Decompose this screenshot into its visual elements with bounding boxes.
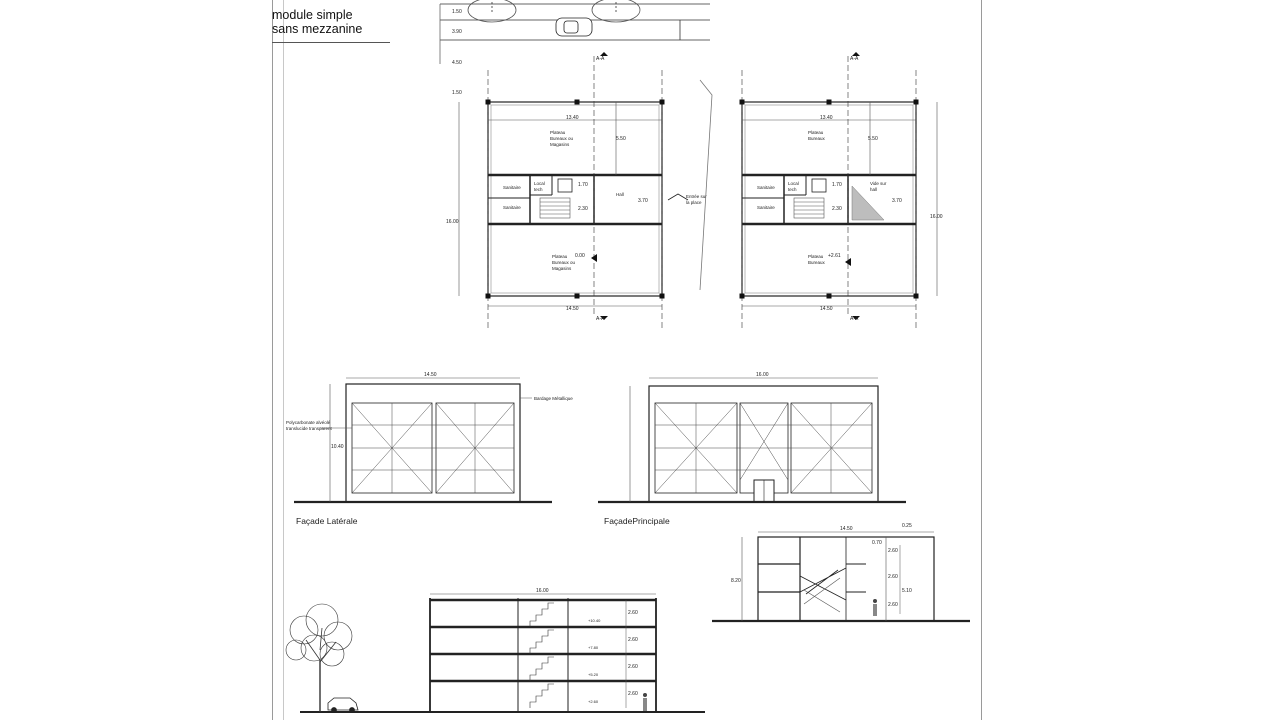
facade-laterale-label: Façade Latérale [296, 516, 358, 526]
site-strip [440, 0, 710, 64]
facade-laterale-annot-left-2: translucide transparent [286, 426, 332, 431]
section-right-dim-extra: 0.25 [902, 523, 912, 529]
plan-left-dim-stair-b: 2.30 [578, 206, 588, 212]
section-bottom-dim-level-1: 2.60 [628, 610, 638, 616]
facade-principale-dim-width: 16.00 [756, 372, 769, 378]
person-silhouette-icon [873, 599, 877, 616]
plan-right-void-1: Vide sur [870, 181, 887, 186]
plan-left-local-1: Local [534, 181, 545, 186]
void-hatch [852, 186, 884, 220]
plan-left-level: 0.00 [575, 253, 585, 259]
plan-right-plateau-lo-1: Plateau [808, 254, 824, 259]
section-right-dim-level-1: 2.60 [888, 548, 898, 554]
plan-right-dim-stair-a: 1.70 [832, 182, 842, 188]
stair-right [794, 198, 824, 218]
site-dim-4: 1.50 [452, 90, 462, 96]
plan-left-sanitaire-1: Sanitaire [503, 185, 521, 190]
plan-left-dim-top: 13.40 [566, 115, 579, 121]
plan-right-sanitaire-1: Sanitaire [757, 185, 775, 190]
plan-right-dim-top: 13.40 [820, 115, 833, 121]
plan-right-plateau-lo-2: Bureaux [808, 260, 825, 265]
person-silhouette-icon [643, 693, 647, 711]
title-line-1: module simple [272, 8, 353, 22]
plan-left-sanitaire-2: Sanitaire [503, 205, 521, 210]
facade-laterale-dim-width: 14.50 [424, 372, 437, 378]
section-right-dim-level-2: 2.60 [888, 574, 898, 580]
section-bottom-dim-level-4: 2.60 [628, 691, 638, 697]
plan-right-plateau-up-1: Plateau [808, 130, 824, 135]
plan-left-dim-upper: 5.50 [616, 136, 626, 142]
section-bottom-level-2: +7.80 [588, 645, 599, 650]
plan-left-entree-2: la place [686, 200, 702, 205]
plan-right-level: +2.61 [828, 253, 841, 259]
plan-right-section-top: A-A [850, 56, 859, 62]
site-dim-1: 1.50 [452, 9, 462, 15]
plan-right-local-2: tech [788, 187, 797, 192]
plan-left-hall: Hall [616, 192, 624, 197]
plan-left-plateau-up-2: Bureaux ou [550, 136, 574, 141]
plan-right-sanitaire-2: Sanitaire [757, 205, 775, 210]
plan-right-plateau-up-2: Bureaux [808, 136, 825, 141]
plan-left-entree-1: Entrée sur [686, 194, 707, 199]
section-right-dim-top: 0.70 [872, 540, 882, 546]
section-bottom-dim-width: 16.00 [536, 588, 549, 594]
plan-right-local-1: Local [788, 181, 799, 186]
facade-laterale-annot-left-1: Polycarbonate alvéolé [286, 420, 331, 425]
section-bottom-dim-level-2: 2.60 [628, 637, 638, 643]
car-top-view-icon [556, 18, 592, 36]
plan-right-dim-void: 3.70 [892, 198, 902, 204]
car-side-icon [328, 698, 358, 713]
plan-left [459, 52, 712, 330]
facade-principale-label: FaçadePrincipale [604, 516, 670, 526]
plan-right-dim-stair-b: 2.30 [832, 206, 842, 212]
facade-principale [598, 378, 906, 502]
plan-left-local-2: tech [534, 187, 543, 192]
section-bottom-dim-level-3: 2.60 [628, 664, 638, 670]
section-right-dim-level-3: 2.60 [888, 602, 898, 608]
site-dim-2: 3.90 [452, 29, 462, 35]
plan-left-plateau-lo-3: Magasins [552, 266, 572, 271]
plan-right-dim-height: 16.00 [930, 214, 943, 220]
plan-left-plateau-up-3: Magasins [550, 142, 570, 147]
site-dim-3: 4.50 [452, 60, 462, 66]
section-right-dim-height: 8.20 [731, 578, 741, 584]
plan-right-dim-upper: 5.50 [868, 136, 878, 142]
section-bottom-level-4: +2.60 [588, 699, 599, 704]
plan-left-dim-bottom: 14.50 [566, 306, 579, 312]
section-right [712, 532, 970, 621]
section-bottom-stairs [530, 603, 554, 708]
section-bottom [300, 594, 705, 712]
plan-left-plateau-up-1: Plateau [550, 130, 566, 135]
plan-left-dim-stair-a: 1.70 [578, 182, 588, 188]
section-right-dim-total: 5.10 [902, 588, 912, 594]
stair-left [540, 198, 570, 218]
plan-right-section-bottom: A-A [850, 316, 859, 322]
section-bottom-level-1: +10.40 [588, 618, 601, 623]
plan-left-plateau-lo-2: Bureaux ou [552, 260, 576, 265]
section-bottom-level-3: +5.20 [588, 672, 599, 677]
plan-left-dim-hall: 3.70 [638, 198, 648, 204]
plan-left-dim-height: 16.00 [446, 219, 459, 225]
plan-right-void-2: hall [870, 187, 878, 192]
facade-laterale [294, 378, 552, 502]
plan-left-section-top: A-A [596, 56, 605, 62]
plan-right [740, 52, 938, 330]
plan-left-section-bottom: A-A [596, 316, 605, 322]
plan-left-plateau-lo-1: Plateau [552, 254, 568, 259]
section-right-dim-width: 14.50 [840, 526, 853, 532]
facade-laterale-dim-height: 10.40 [331, 444, 344, 450]
facade-laterale-annot-right: Bardage Métallique [534, 396, 573, 401]
plan-right-dim-bottom: 14.50 [820, 306, 833, 312]
tree-sketch-icon [286, 604, 352, 712]
title-line-2: sans mezzanine [272, 22, 363, 36]
